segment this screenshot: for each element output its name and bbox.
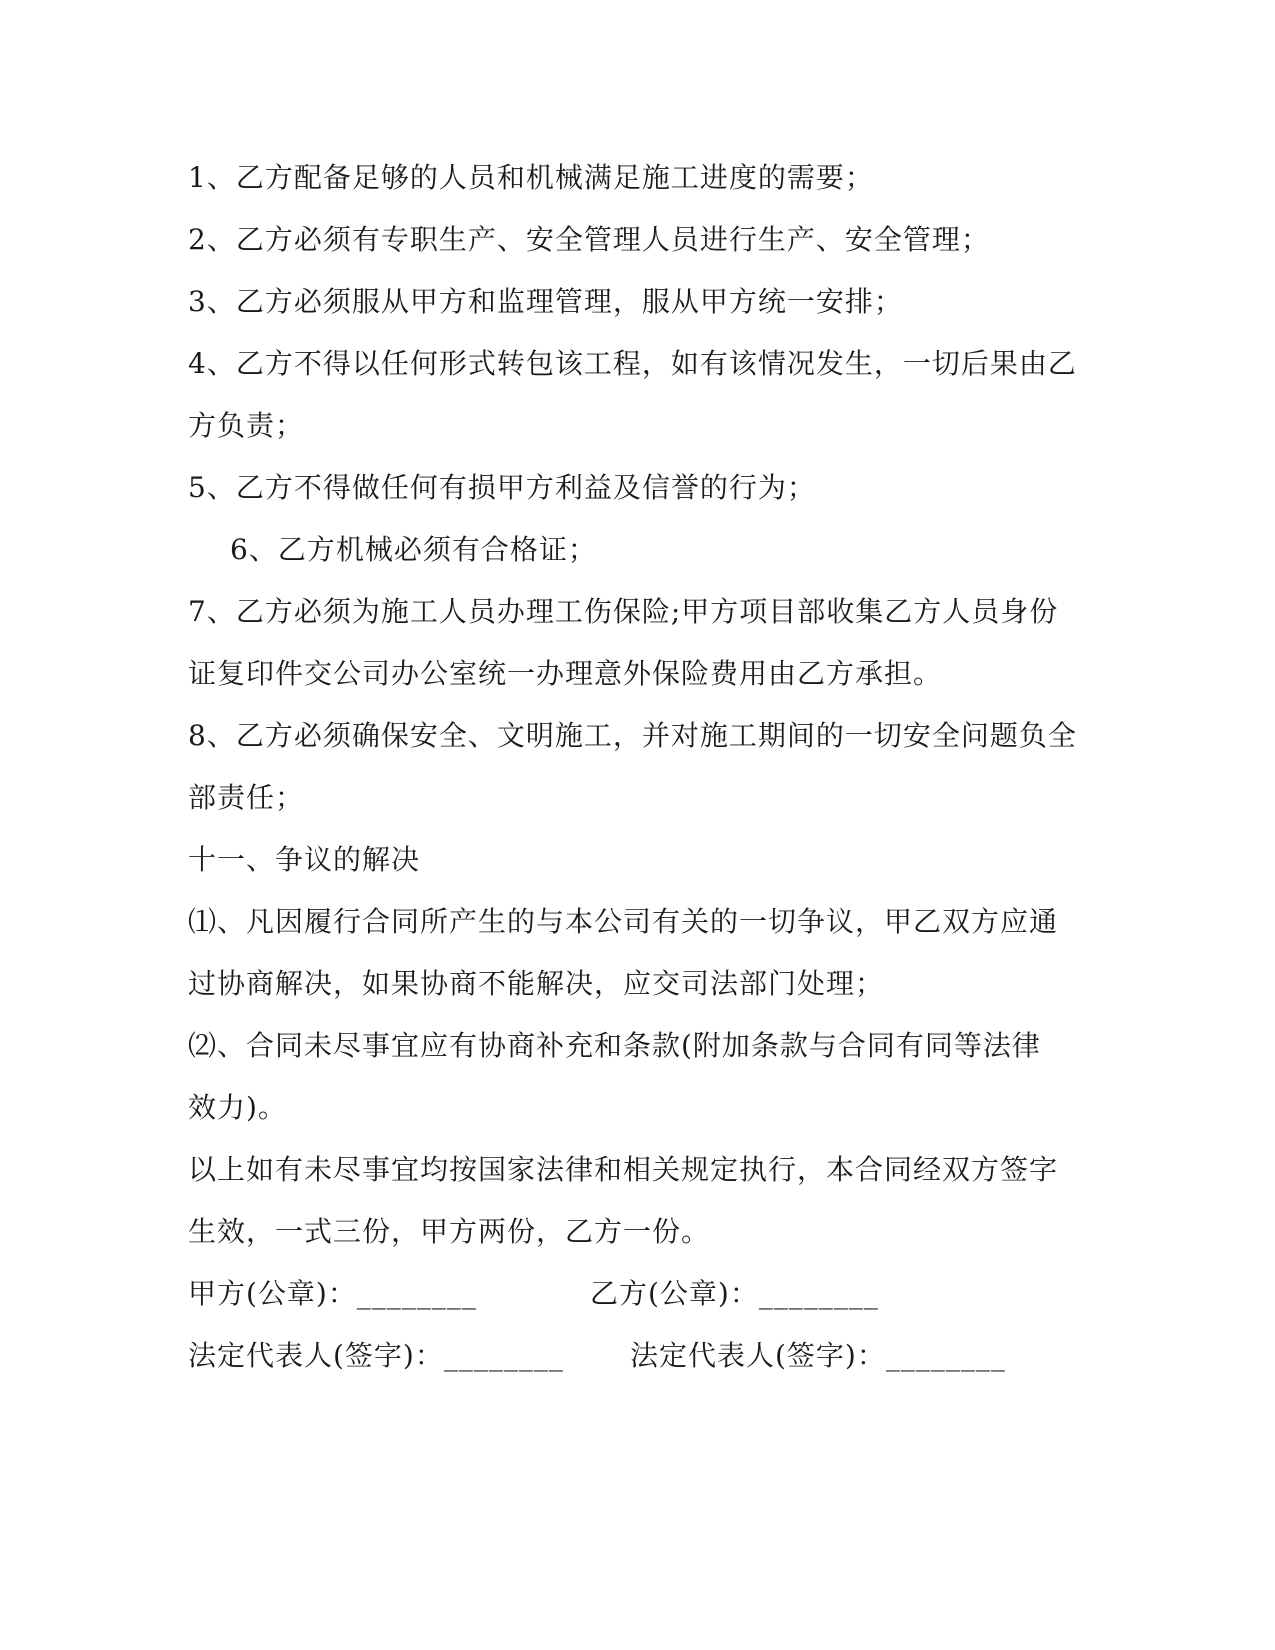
dispute-item-1-continued: 过协商解决，如果协商不能解决，应交司法部门处理； [188, 967, 885, 1000]
party-b-seal: 乙方(公章)：________ [590, 1277, 879, 1310]
clause-3: 3、乙方必须服从甲方和监理管理，服从甲方统一安排； [188, 285, 903, 318]
clause-4-continued: 方负责； [188, 409, 305, 442]
clause-6: 6、乙方机械必须有合格证； [230, 533, 597, 566]
clause-5: 5、乙方不得做任何有损甲方利益及信誉的行为； [188, 471, 816, 504]
clause-1: 1、乙方配备足够的人员和机械满足施工进度的需要； [188, 161, 874, 194]
dispute-item-2: ⑵、合同未尽事宜应有协商补充和条款(附加条款与合同有同等法律 [188, 1029, 1041, 1062]
party-a-representative: 法定代表人(签字)：________ [188, 1339, 564, 1372]
section-heading: 十一、争议的解决 [188, 843, 421, 876]
clause-8: 8、乙方必须确保安全、文明施工，并对施工期间的一切安全问题负全 [188, 719, 1077, 752]
closing-statement: 以上如有未尽事宜均按国家法律和相关规定执行，本合同经双方签字 [188, 1153, 1059, 1186]
party-b-representative: 法定代表人(签字)：________ [630, 1339, 1006, 1372]
dispute-item-1: ⑴、凡因履行合同所产生的与本公司有关的一切争议，甲乙双方应通 [188, 905, 1059, 938]
clause-8-continued: 部责任； [188, 781, 305, 814]
closing-statement-continued: 生效，一式三份，甲方两份，乙方一份。 [188, 1215, 711, 1248]
clause-7: 7、乙方必须为施工人员办理工伤保险;甲方项目部收集乙方人员身份 [188, 595, 1059, 628]
dispute-item-2-continued: 效力)。 [188, 1091, 287, 1124]
clause-2: 2、乙方必须有专职生产、安全管理人员进行生产、安全管理； [188, 223, 990, 256]
clause-7-continued: 证复印件交公司办公室统一办理意外保险费用由乙方承担。 [188, 657, 943, 690]
clause-4: 4、乙方不得以任何形式转包该工程，如有该情况发生，一切后果由乙 [188, 347, 1077, 380]
party-a-seal: 甲方(公章)：________ [188, 1277, 477, 1310]
